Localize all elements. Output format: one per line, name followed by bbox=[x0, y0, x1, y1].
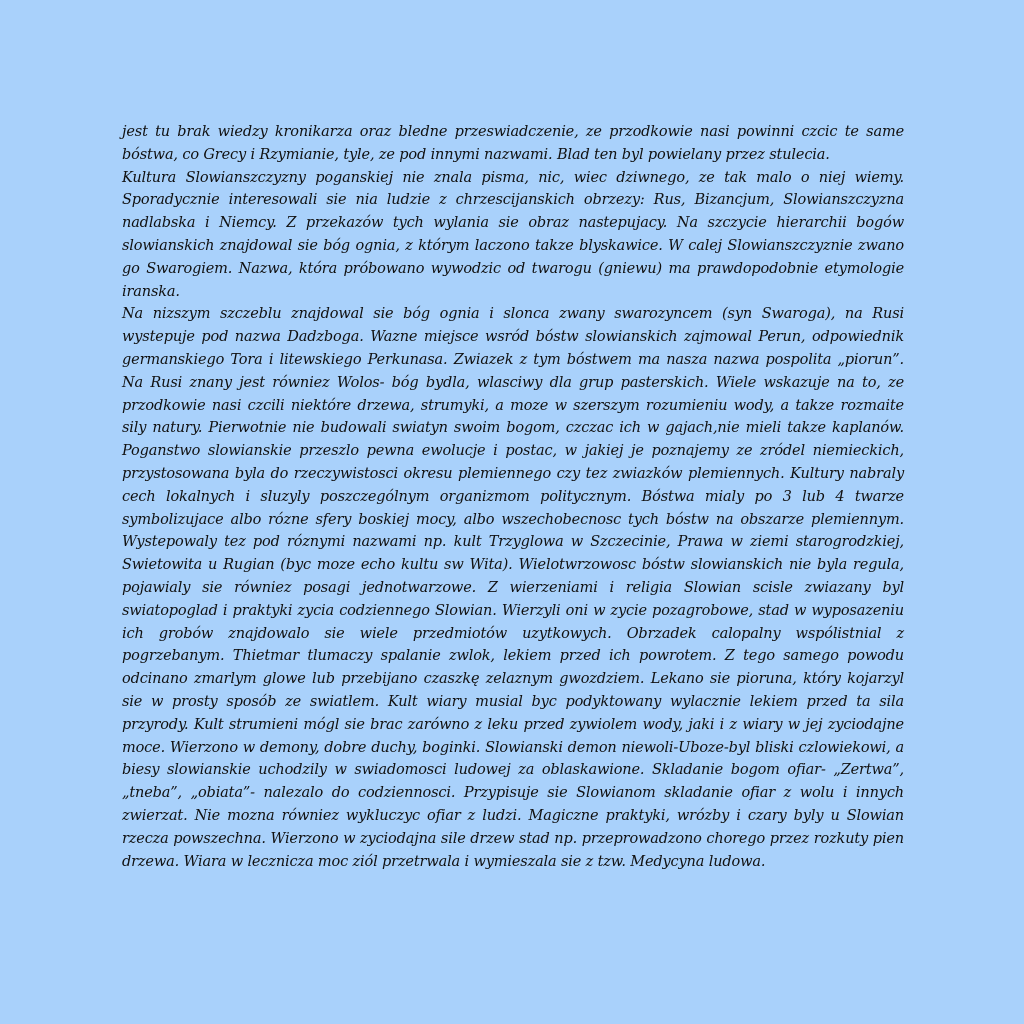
paragraph-3: Na nizszym szczeblu znajdowal sie bóg ognia i slonca zwany swarozyncem (syn Swaroga), na Rusi wystepuje pod nazwa Dadzboga. Wazne miejsce wsród bóstw slowianskich zajmowal Perun, odpowiednik germanskiego Tora i litewskiego Perkunasa. Zwiazek z tym bóstwem ma nasza nazwa pospolita „piorun”. Na Rusi znany jest równiez Wolos- bóg bydla, wlasciwy dla grup pasterskich. Wiele wskazuje na to, ze przodkowie nasi czcili niektóre drzewa, strumyki, a moze w szerszym rozumieniu wody, a takze rozmaite sily natury. Pierwotnie nie budowali swiatyn swoim bogom, czczac ich w gajach,nie mieli takze kaplanów. Poganstwo slowianskie przeszlo pewna ewolucje i postac, w jakiej je poznajemy ze zródel niemieckich, przystosowana byla do rzeczywistosci okresu plemiennego czy tez zwiazków plemiennych. Kultury nabraly cech lokalnych i sluzyly poszczególnym organizmom politycznym. Bóstwa mialy po 3 lub 4 twarze symbolizujace albo rózne sfery boskiej mocy, albo wszechobecnosc tych bóstw na obszarze plemiennym. Wystepowaly tez pod róznymi nazwami np. kult Trzyglowa w Szczecinie, Prawa w ziemi starogrodzkiej, Swietowita u Rugian (byc moze echo kultu sw Wita). Wielotwrzowosc bóstw slowianskich nie byla regula, pojawialy sie równiez posagi jednotwarzowe. Z wierzeniami i religia Slowian scisle zwiazany byl swiatopoglad i praktyki zycia codziennego Slowian. Wierzyli oni w zycie pozagrobowe, stad w wyposazeniu ich grobów znajdowalo sie wiele przedmiotów uzytkowych. Obrzadek calopalny wspólistnial z pogrzebanym. Thietmar tlumaczy spalanie zwlok, lekiem przed ich powrotem. Z tego samego powodu odcinano zmarlym glowe lub przebijano czaszkę zelaznym gwozdziem. Lekano sie pioruna, który kojarzyl sie w prosty sposób ze swiatlem. Kult wiary musial byc podyktowany wylacznie lekiem przed ta sila przyrody. Kult strumieni mógl sie brac zarówno z leku przed zywiolem wody, jaki i z wiary w jej zyciodajne moce. Wierzono w demony, dobre duchy, boginki. Slowianski demon niewoli-Uboze-byl bliski czlowiekowi, a biesy slowianskie uchodzily w swiadomosci ludowej za oblaskawione. Skladanie bogom ofiar- „Zertwa”, „tneba”, „obiata”- nalezalo do codziennosci. Przypisuje sie Slowianom skladanie ofiar z wolu i innych zwierzat. Nie mozna równiez wykluczyc ofiar z ludzi. Magiczne praktyki, wrózby i czary byly u Slowian rzecza powszechna. Wierzono w zyciodajna sile drzew stad np. przeprowadzono chorego przez rozkuty pien drzewa. Wiara w lecznicza moc ziól przetrwala i wymieszala sie z tzw. Medycyna ludowa. bbox=[122, 306, 904, 870]
document-text bbox=[122, 121, 904, 873]
paragraph-2: Kultura Slowianszczyzny poganskiej nie znala pisma, nic, wiec dziwnego, ze tak malo o niej wiemy. Sporadycznie interesowali sie nia ludzie z chrzescijanskich obrzezy: Rus, Bizancjum, Slowianszczyzna nadlabska i Niemcy. Z przekazów tych wylania sie obraz nastepujacy. Na szczycie hierarchii bogów slowianskich znajdowal sie bóg ognia, z którym laczono takze blyskawice. W calej Slowianszczyznie zwano go Swarogiem. Nazwa, która próbowano wywodzic od twarogu (gniewu) ma prawdopodobnie etymologie iranska. bbox=[122, 169, 904, 300]
paragraph-1: jest tu brak wiedzy kronikarza oraz bledne przeswiadczenie, ze przodkowie nasi powinni czcic te same bóstwa, co Grecy i Rzymianie, tyle, ze pod innymi nazwami. Blad ten byl powielany przez stulecia. bbox=[122, 124, 904, 163]
